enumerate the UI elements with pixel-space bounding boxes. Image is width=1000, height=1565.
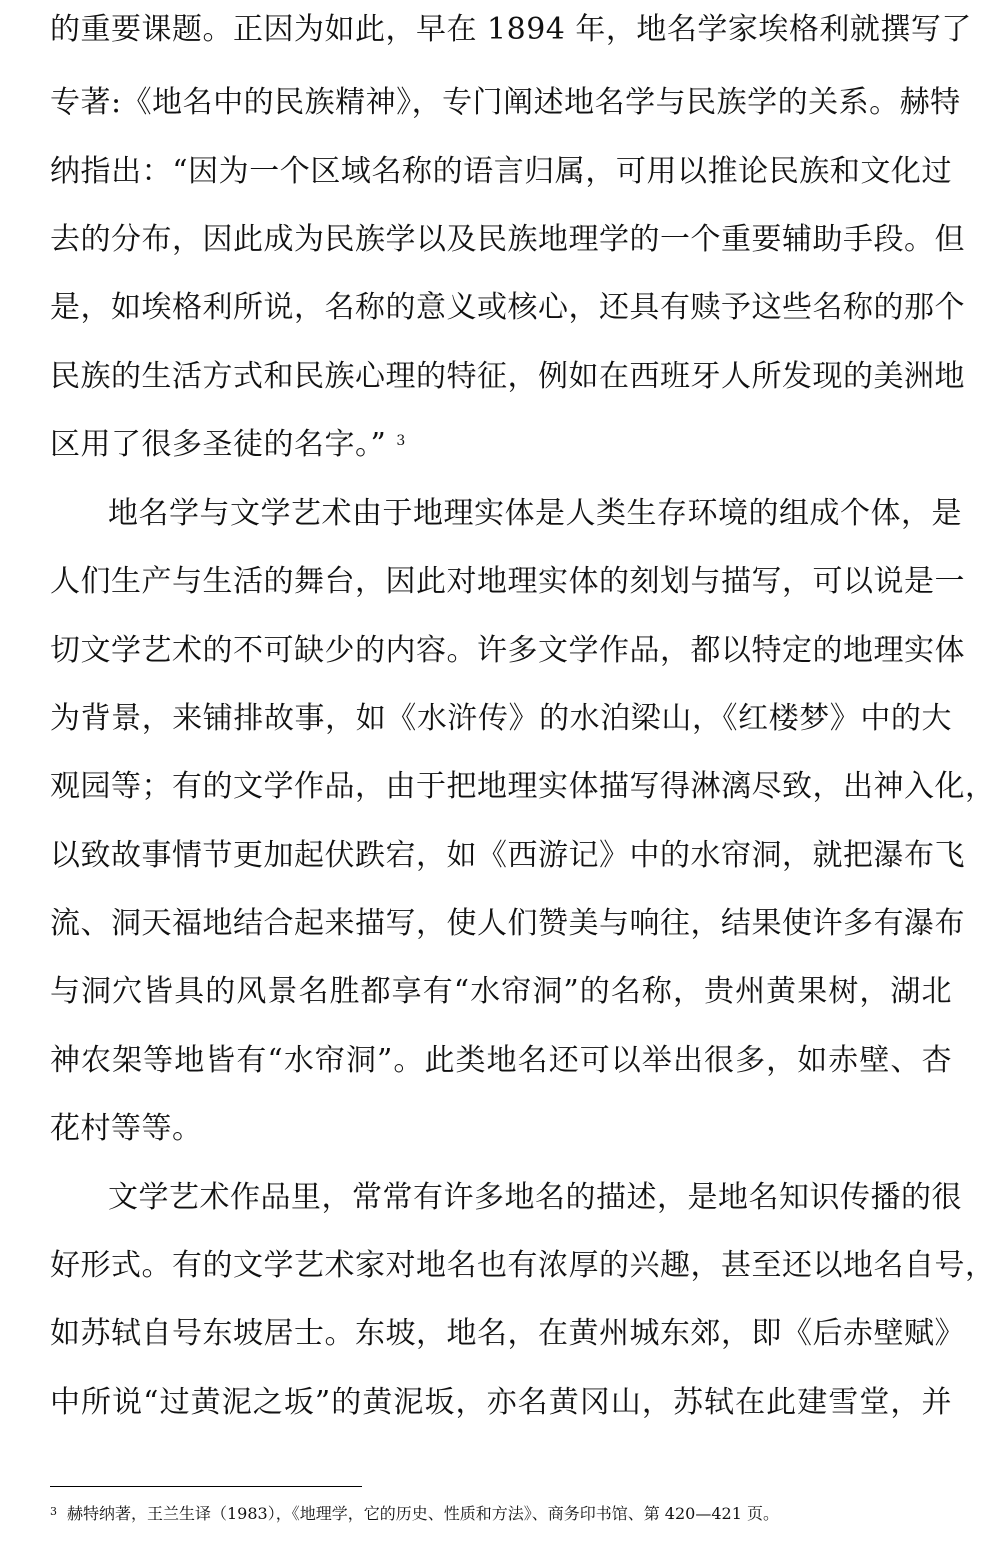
body-line: 神农架等地皆有“水帘洞”。此类地名还可以举出很多，如赤壁、杏: [50, 1043, 952, 1078]
body-line: 观园等；有的文学作品，由于把地理实体描写得淋漓尽致，出神入化，: [50, 769, 996, 804]
footnote-mark: 3: [50, 1505, 57, 1518]
footnote-text: 赫特纳著，王兰生译（1983），《地理学，它的历史、性质和方法》、商务印书馆、第 420—421 页。: [67, 1504, 779, 1523]
body-line: 花村等等。: [50, 1111, 203, 1146]
body-line-text: 区用了很多圣徒的名字。”: [50, 427, 387, 462]
body-line: 人们生产与生活的舞台，因此对地理实体的刻划与描写，可以说是一: [50, 564, 965, 599]
body-line: 去的分布，因此成为民族学以及民族地理学的一个重要辅助手段。但: [50, 222, 965, 257]
body-line: 的重要课题。正因为如此，早在 1894 年，地名学家埃格利就撰写了: [50, 12, 972, 47]
body-line: 好形式。有的文学艺术家对地名也有浓厚的兴趣，甚至还以地名自号，: [50, 1248, 996, 1283]
footnote: [50, 1503, 950, 1525]
paragraph-first-line: 地名学与文学艺术由于地理实体是人类生存环境的组成个体，是: [108, 496, 962, 531]
body-line: 中所说“过黄泥之坂”的黄泥坂，亦名黄冈山，苏轼在此建雪堂，并: [50, 1385, 952, 1420]
body-line: 切文学艺术的不可缺少的内容。许多文学作品，都以特定的地理实体: [50, 633, 965, 668]
body-line: 是，如埃格利所说，名称的意义或核心，还具有赎予这些名称的那个: [50, 290, 965, 325]
footnote-reference[interactable]: 3: [396, 433, 406, 449]
paragraph-first-line: 文学艺术作品里，常常有许多地名的描述，是地名知识传播的很: [108, 1180, 962, 1215]
body-line: 纳指出：“因为一个区域名称的语言归属，可用以推论民族和文化过: [50, 154, 952, 189]
body-line: 流、洞天福地结合起来描写，使人们赞美与响往，结果使许多有瀑布: [50, 906, 965, 941]
body-line: 为背景，来铺排故事，如《水浒传》的水泊梁山，《红楼梦》中的大: [50, 701, 952, 736]
body-line: 专著:《地名中的民族精神》，专门阐述地名学与民族学的关系。赫特: [50, 85, 961, 120]
body-line: 如苏轼自号东坡居士。东坡，地名，在黄州城东郊，即《后赤壁赋》: [50, 1316, 965, 1351]
body-line: 民族的生活方式和民族心理的特征，例如在西班牙人所发现的美洲地: [50, 359, 965, 394]
body-line: 与洞穴皆具的风景名胜都享有“水帘洞”的名称，贵州黄果树，湖北: [50, 974, 952, 1009]
body-line: 以致故事情节更加起伏跌宕，如《西游记》中的水帘洞，就把瀑布飞: [50, 838, 965, 873]
body-line-last: [50, 425, 952, 465]
footnote-separator: [50, 1486, 362, 1487]
